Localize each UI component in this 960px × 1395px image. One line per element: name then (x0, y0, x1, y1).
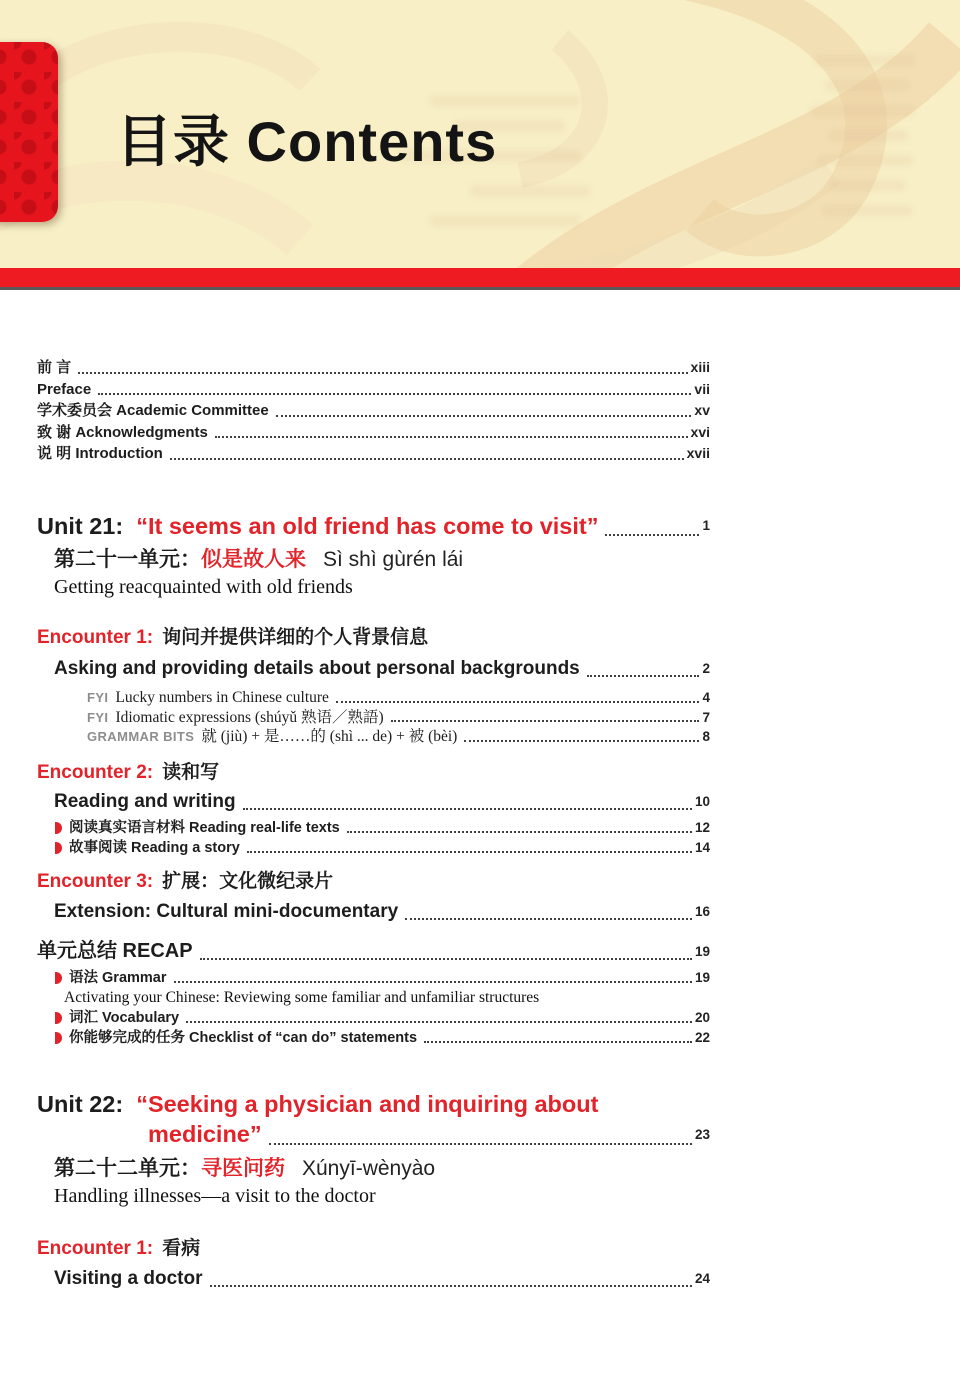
entry-label: 你能够完成的任务 Checklist of “can do” statements (69, 1029, 418, 1046)
play-bullet-icon (55, 842, 62, 854)
entry-label: Visiting a doctor (54, 1267, 203, 1289)
toc-entry-preface-zh (37, 357, 710, 379)
entry-page: 7 (702, 709, 710, 725)
page-header (0, 0, 960, 268)
fyi-entry (87, 688, 710, 708)
entry-label: 单元总结 RECAP (37, 939, 193, 962)
entry-label: Asking and providing details about personal backgrounds (54, 657, 580, 679)
encounter-1-entry (54, 655, 710, 682)
encounter-label: Encounter 3: (37, 870, 154, 892)
encounter-1-heading (37, 625, 710, 651)
encounter-title-zh: 询问并提供详细的个人背景信息 (162, 626, 429, 648)
entry-page: 16 (694, 903, 710, 919)
entry-label: Idiomatic expressions (shúyǔ 熟语／熟語) (115, 708, 384, 726)
dot-leader (424, 1041, 692, 1043)
unit-21-heading (37, 511, 710, 541)
unit-22-heading-line2 (148, 1119, 710, 1150)
sub-entry (55, 818, 710, 838)
unit-22-heading (37, 1089, 710, 1119)
entry-page: 22 (694, 1029, 710, 1045)
dot-leader (269, 1143, 692, 1145)
dot-leader (186, 1021, 692, 1023)
sub-entry (55, 838, 710, 858)
entry-page: vii (694, 380, 710, 397)
entry-label: 词汇 Vocabulary (69, 1009, 180, 1026)
play-bullet-icon (55, 822, 62, 834)
entry-page: xiii (690, 359, 710, 375)
fyi-tag: FYI (87, 709, 109, 725)
encounter-3-heading (37, 869, 710, 895)
entry-page: 19 (694, 943, 710, 959)
dot-leader (587, 675, 700, 677)
recap-sub-entry (55, 968, 710, 988)
unit-subtitle-zh-label: 第二十一单元： (54, 547, 201, 571)
encounter-title-zh: 读和写 (162, 761, 220, 783)
grammar-bits-tag: GRAMMAR BITS (87, 729, 195, 745)
entry-page: xvii (686, 445, 710, 462)
toc-entry-introduction (37, 443, 710, 465)
dot-leader (210, 1285, 692, 1287)
toc-entry-academic-committee (37, 400, 710, 422)
entry-page: 14 (694, 839, 710, 855)
toc-body (37, 357, 710, 1292)
dot-leader (170, 458, 684, 460)
entry-label: 学术委员会 Academic Committee (37, 402, 269, 420)
recap-sub-entry (55, 1028, 710, 1048)
fyi-tag: FYI (87, 689, 109, 705)
recap-sub-entry (55, 1008, 710, 1028)
encounter-label: Encounter 2: (37, 761, 154, 783)
entry-page: 19 (694, 969, 710, 985)
entry-page: xvi (690, 423, 710, 440)
unit-subtitle-zh-red: 寻医问药 (201, 1156, 285, 1180)
unit-subtitle-zh-red: 似是故人来 (201, 547, 306, 571)
grammar-bits-entry (87, 727, 710, 747)
entry-label: 前 言 (37, 359, 72, 376)
unit-22-section (37, 1089, 710, 1292)
dot-leader (276, 415, 692, 417)
dot-leader (464, 740, 699, 742)
encounter-2-entry (54, 788, 710, 815)
entry-page: 20 (694, 1009, 710, 1025)
dot-leader (215, 436, 688, 438)
entry-page: xv (694, 402, 710, 419)
play-bullet-icon (55, 1012, 62, 1024)
encounter-label: Encounter 1: (37, 1237, 154, 1259)
unit-title: “It seems an old friend has come to visit” (136, 512, 599, 539)
toc-entry-acknowledgments (37, 422, 710, 444)
dot-leader (200, 958, 692, 960)
toc-entry-preface-en (37, 379, 710, 401)
dot-leader (336, 701, 700, 703)
entry-page: 8 (702, 729, 710, 745)
red-corner-tab (0, 42, 58, 222)
entry-page: 12 (694, 819, 710, 835)
entry-label: 就 (jiù) + 是……的 (shì ... de) + 被 (bèi) (201, 728, 458, 746)
page-title: 目录 Contents (116, 110, 498, 173)
unit-title-line1: “Seeking a physician and inquiring about (136, 1090, 599, 1117)
encounter-title-zh: 看病 (162, 1237, 201, 1259)
dot-leader (391, 720, 700, 722)
entry-label: Preface (37, 380, 92, 398)
entry-label: 语法 Grammar (69, 969, 167, 986)
entry-label: Lucky numbers in Chinese culture (115, 688, 329, 706)
unit-21-section (37, 511, 710, 1048)
encounter-label: Encounter 1: (37, 626, 154, 648)
encounter-title-zh: 扩展：文化微纪录片 (162, 870, 334, 892)
encounter-3-entry (54, 898, 710, 925)
entry-label: Reading and writing (54, 790, 236, 812)
dot-leader (347, 831, 692, 833)
unit-subtitle-pinyin: Xúnyī-wènyào (302, 1156, 436, 1180)
entry-page: 2 (702, 660, 710, 676)
entry-page: 1 (702, 517, 710, 533)
entry-page: 10 (694, 793, 710, 809)
unit-22-encounter-1-entry (54, 1265, 710, 1292)
unit-22-subtitle-en: Handling illnesses—a visit to the doctor (54, 1184, 376, 1207)
entry-page: 23 (694, 1126, 710, 1142)
encounter-2-heading (37, 760, 710, 786)
unit-22-encounter-1-heading (37, 1236, 710, 1262)
dot-leader (247, 851, 692, 853)
fyi-entry (87, 708, 710, 728)
recap-heading (37, 938, 710, 965)
unit-21-subtitle-zh (54, 545, 710, 574)
unit-number-label: Unit 21: (37, 512, 124, 539)
entry-label: Extension: Cultural mini-documentary (54, 900, 399, 922)
dot-leader (78, 372, 687, 374)
unit-subtitle-zh-label: 第二十二单元： (54, 1156, 201, 1180)
entry-label: 致 谢 Acknowledgments (37, 423, 208, 441)
dot-leader (243, 808, 692, 810)
entry-label: 故事阅读 Reading a story (69, 839, 240, 856)
unit-subtitle-pinyin: Sì shì gùrén lái (323, 547, 464, 571)
entry-label: 说 明 Introduction (37, 445, 163, 463)
unit-title-line2: medicine” (148, 1120, 262, 1147)
dot-leader (605, 534, 699, 536)
unit-number-label: Unit 22: (37, 1090, 124, 1117)
entry-page: 24 (694, 1270, 710, 1286)
entry-page: 4 (702, 689, 710, 705)
dot-leader (405, 918, 692, 920)
unit-22-subtitle-zh (54, 1154, 710, 1183)
play-bullet-icon (55, 1032, 62, 1044)
unit-21-subtitle-en: Getting reacquainted with old friends (54, 575, 353, 598)
red-divider-bar (0, 268, 960, 290)
front-matter-list (37, 357, 710, 465)
dot-leader (174, 981, 692, 983)
play-bullet-icon (55, 972, 62, 984)
dot-leader (98, 393, 691, 395)
recap-note: Activating your Chinese: Reviewing some familiar and unfamiliar structures (64, 988, 540, 1006)
entry-label: 阅读真实语言材料 Reading real-life texts (69, 819, 340, 836)
